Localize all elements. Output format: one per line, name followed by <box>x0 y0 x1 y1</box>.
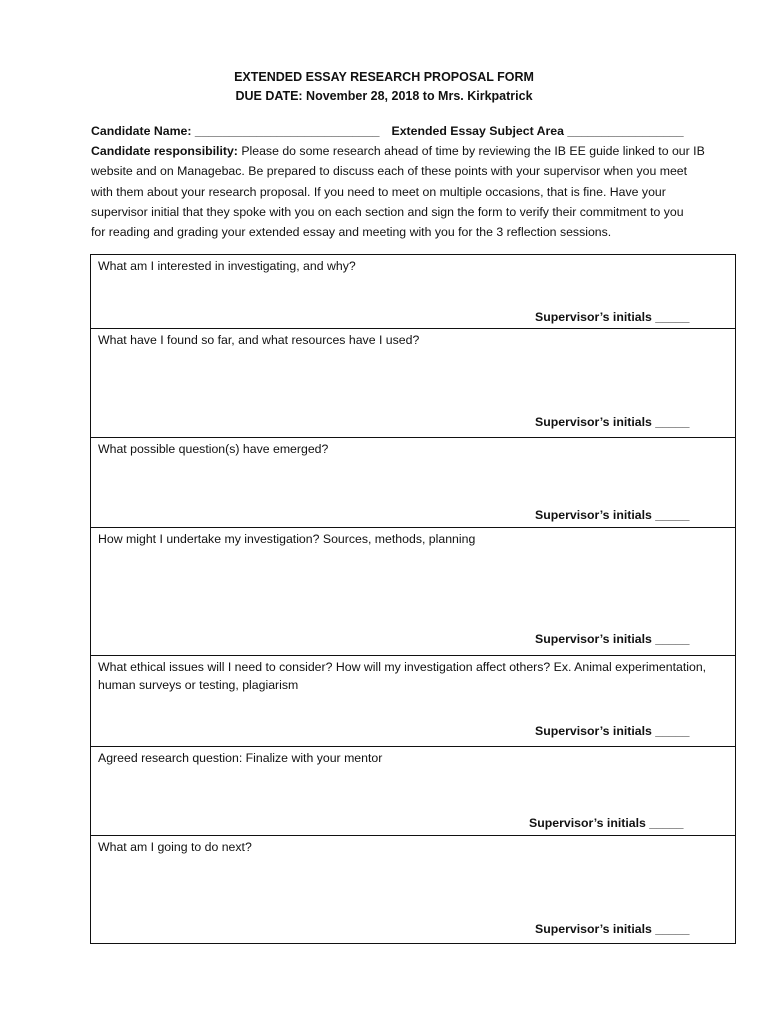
intro-block <box>91 121 741 242</box>
responsibility-line-1 <box>91 141 741 161</box>
subject-area-field: Extended Essay Subject Area _________________ <box>391 124 684 138</box>
responsibility-line-4: supervisor initial that they spoke with you on each section and sign the form to verify their commitment to you <box>91 204 684 219</box>
supervisor-initials: Supervisor’s initials _____ <box>535 415 690 429</box>
responsibility-line-2: website and on Managebac. Be prepared to discuss each of these points with your supervisor when you meet <box>91 164 688 179</box>
section-question: What possible question(s) have emerged? <box>98 442 329 456</box>
section-question: What have I found so far, and what resources have I used? <box>98 333 420 347</box>
supervisor-initials: Supervisor’s initials _____ <box>529 816 684 830</box>
section-row-ethics <box>91 655 735 746</box>
supervisor-initials: Supervisor’s initials _____ <box>535 922 690 936</box>
section-question: How might I undertake my investigation? Sources, methods, planning <box>98 532 476 546</box>
form-title: EXTENDED ESSAY RESEARCH PROPOSAL FORM <box>234 70 534 84</box>
supervisor-initials: Supervisor’s initials _____ <box>535 724 690 738</box>
due-date: DUE DATE: November 28, 2018 to Mrs. Kirkpatrick <box>235 89 533 103</box>
proposal-table <box>90 254 736 944</box>
responsibility-text-1: Please do some research ahead of time by reviewing the IB EE guide linked to our IB <box>237 144 705 159</box>
responsibility-label: Candidate responsibility: <box>91 144 238 159</box>
section-row-interest <box>91 255 735 328</box>
supervisor-initials: Supervisor’s initials _____ <box>535 632 690 646</box>
section-row-research-question <box>91 746 735 835</box>
section-row-next-steps <box>91 835 735 943</box>
responsibility-line-5: for reading and grading your extended essay and meeting with you for the 3 reflection sessions. <box>91 225 612 240</box>
section-row-findings <box>91 328 735 437</box>
section-row-questions <box>91 437 735 527</box>
supervisor-initials: Supervisor’s initials _____ <box>535 508 690 522</box>
section-question: What ethical issues will I need to consider? How will my investigation affect others? Ex. Animal experimentation, human surveys or testing, plagiarism <box>98 660 707 692</box>
candidate-line <box>91 121 741 141</box>
supervisor-initials: Supervisor’s initials _____ <box>535 310 690 324</box>
section-question: What am I interested in investigating, and why? <box>98 259 356 273</box>
responsibility-line-3: with them about your research proposal. If you need to meet on multiple occasions, that is fine. Have your <box>91 184 666 199</box>
section-question: Agreed research question: Finalize with your mentor <box>98 751 383 765</box>
section-row-method <box>91 527 735 655</box>
candidate-name-field: Candidate Name: ___________________________ <box>91 124 380 138</box>
section-question: What am I going to do next? <box>98 840 252 854</box>
